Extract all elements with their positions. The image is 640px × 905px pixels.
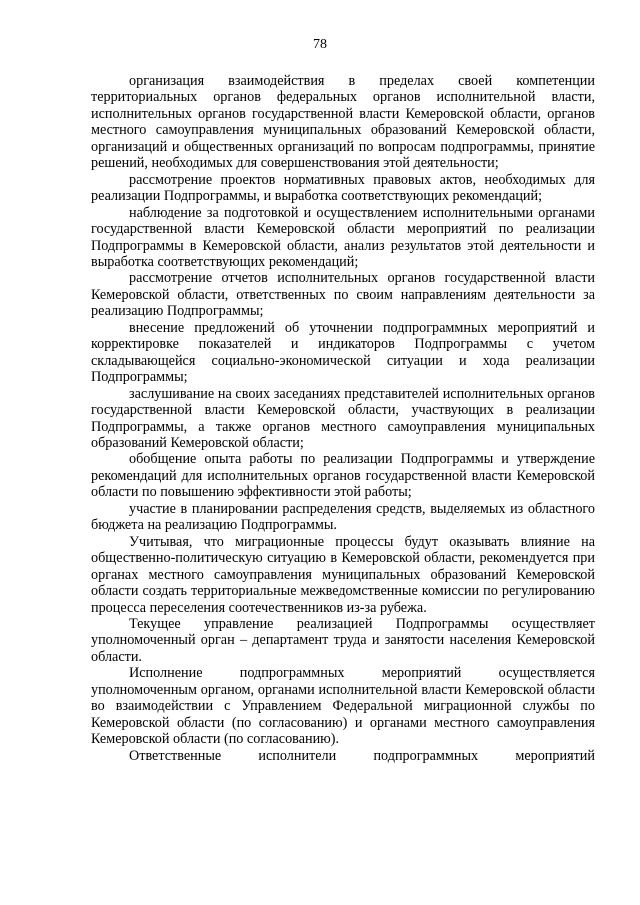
paragraph-4: рассмотрение отчетов исполнительных органов государственной власти Кемеровской области, ответственных по своим направлениям деятельности за реализацию Подпрограммы; (91, 270, 595, 320)
paragraph-9: Учитывая, что миграционные процессы будут оказывать влияние на общественно-политическую ситуацию в Кемеровской области, рекомендуется при органах местного самоуправления муниципальных образований Кемеровской области создать территориальные межведомственные комиссии по регулированию процесса переселения соотечественников из-за рубежа. (91, 533, 595, 616)
paragraph-1: организация взаимодействия в пределах своей компетенции территориальных органов федеральных органов исполнительной власти, исполнительных органов государственной власти Кемеровской области, органов местного самоуправления муниципальных образований Кемеровской области, организаций и общественных организаций по вопросам подпрограммы, принятие решений, необходимых для совершенствования этой деятельности; (91, 73, 595, 172)
paragraph-8: участие в планировании распределения средств, выделяемых из областного бюджета на реализацию Подпрограммы. (91, 500, 595, 534)
paragraph-2: рассмотрение проектов нормативных правовых актов, необходимых для реализации Подпрограммы, и выработка соответствующих рекомендаций; (91, 171, 595, 205)
paragraph-7: обобщение опыта работы по реализации Подпрограммы и утверждение рекомендаций для исполнительных органов государственной власти Кемеровской области по повышению эффективности этой работы; (91, 451, 595, 501)
paragraph-12: Ответственные исполнители подпрограммных мероприятий (129, 747, 595, 764)
page-body (91, 73, 595, 764)
page-number: 78 (313, 37, 327, 52)
paragraph-5: внесение предложений об уточнении подпрограммных мероприятий и корректировке показателей и индикаторов Подпрограммы с учетом складывающейся социально-экономической ситуации и хода реализации Подпрограммы; (91, 319, 595, 386)
paragraph-11: Исполнение подпрограммных мероприятий осуществляется уполномоченным органом, органами исполнительной власти Кемеровской области во взаимодействии с Управлением Федеральной миграционной службы по Кемеровской области (по согласованию) и органами местного самоуправления Кемеровской области (по согласованию). (91, 665, 595, 748)
paragraph-6: заслушивание на своих заседаниях представителей исполнительных органов государственной власти Кемеровской области, участвующих в реализации Подпрограммы, а также органов местного самоуправления муниципальных образований Кемеровской области; (91, 385, 595, 451)
paragraph-3: наблюдение за подготовкой и осуществлением исполнительными органами государственной власти Кемеровской области мероприятий по реализации Подпрограммы в Кемеровской области, анализ результатов этой деятельности и выработка соответствующих рекомендаций; (91, 204, 595, 270)
paragraph-10: Текущее управление реализацией Подпрограммы осуществляет уполномоченный орган – департамент труда и занятости населения Кемеровской области. (91, 615, 595, 665)
